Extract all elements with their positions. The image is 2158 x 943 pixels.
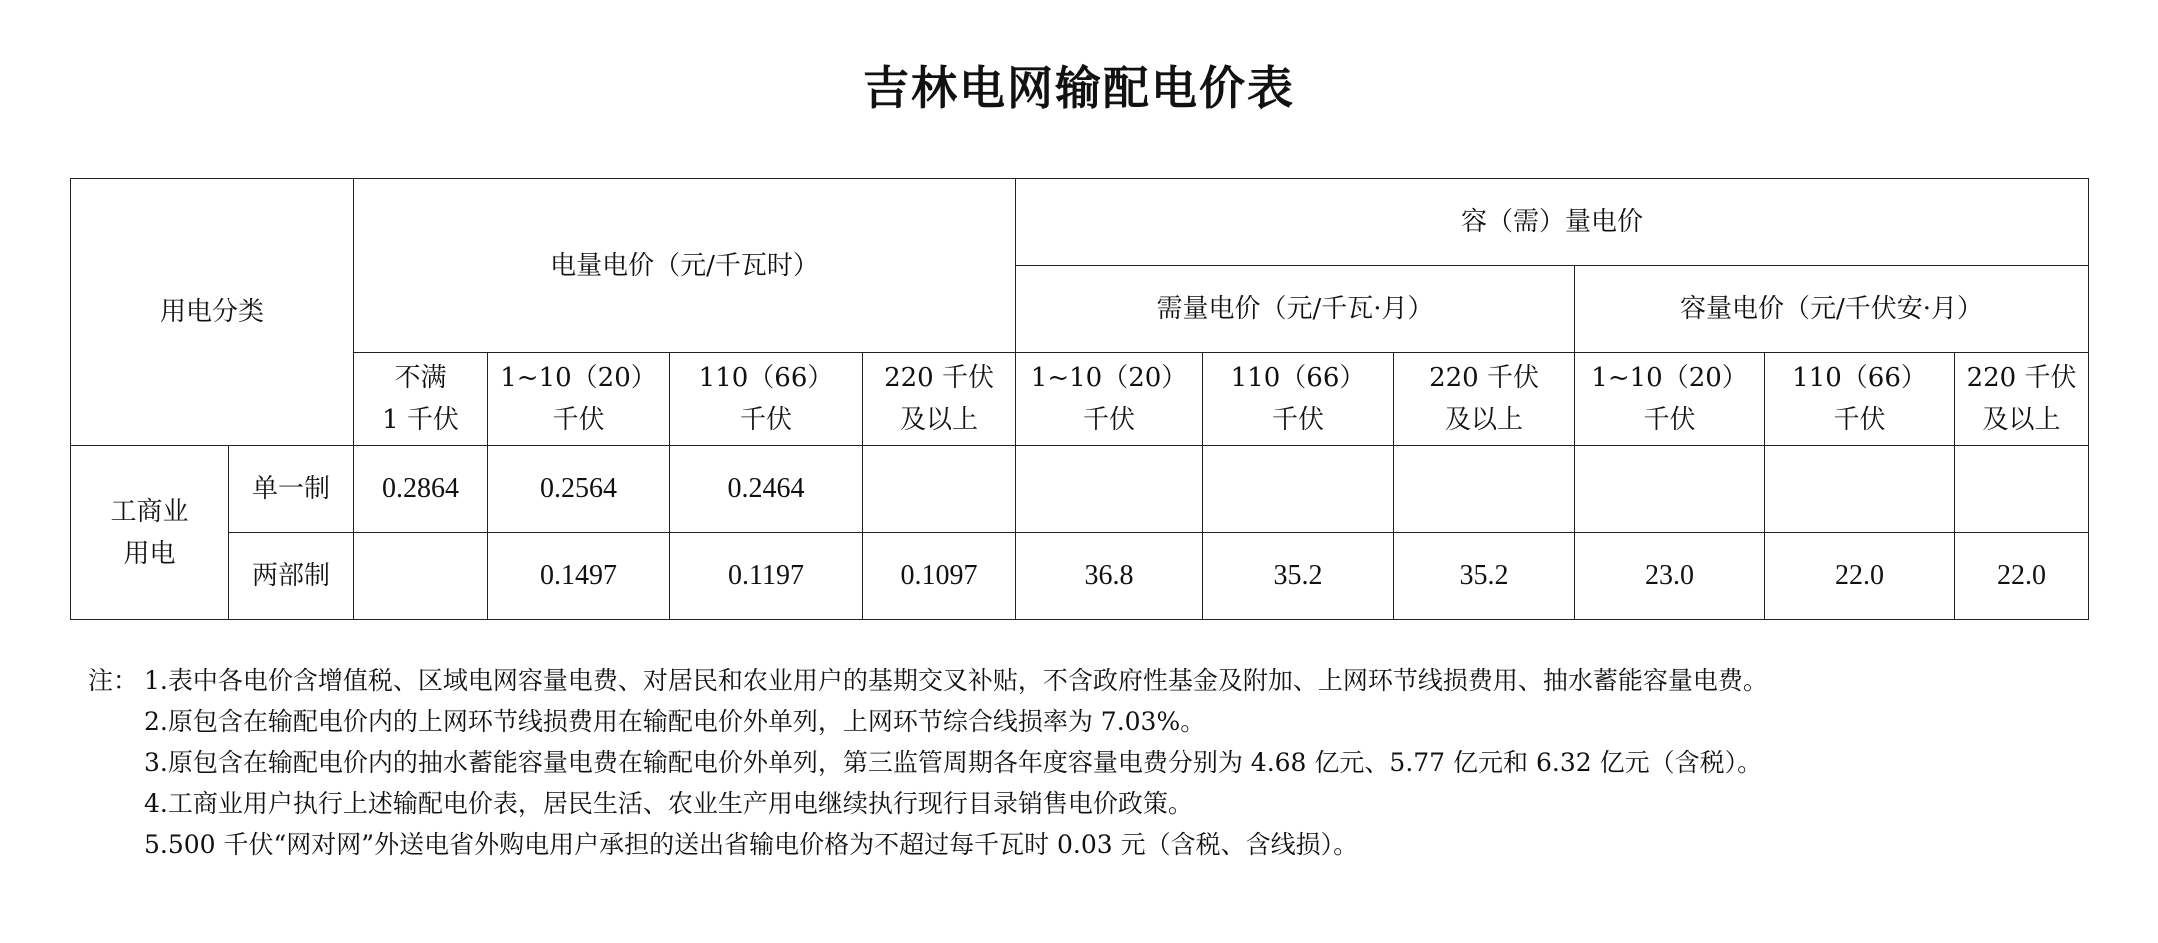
cell bbox=[863, 446, 1016, 533]
cell bbox=[1394, 446, 1575, 533]
cell: 22.0 bbox=[1765, 533, 1955, 620]
capacity-demand-header: 容（需）量电价 bbox=[1016, 179, 2089, 266]
cell: 0.2564 bbox=[488, 446, 670, 533]
category-group-label: 工商业 用电 bbox=[71, 446, 229, 620]
tariff-table bbox=[70, 178, 2089, 620]
cell: 36.8 bbox=[1016, 533, 1203, 620]
voltage-header-capacity-2: 110（66） 千伏 bbox=[1765, 353, 1955, 446]
cell bbox=[1955, 446, 2089, 533]
cell: 0.1097 bbox=[863, 533, 1016, 620]
voltage-header-demand-3: 220 千伏 及以上 bbox=[1394, 353, 1575, 446]
energy-price-header: 电量电价（元/千瓦时） bbox=[354, 179, 1016, 353]
cell bbox=[1016, 446, 1203, 533]
voltage-header-energy-4: 220 千伏 及以上 bbox=[863, 353, 1016, 446]
cell: 0.2864 bbox=[354, 446, 488, 533]
cell bbox=[1765, 446, 1955, 533]
voltage-header-demand-1: 1~10（20） 千伏 bbox=[1016, 353, 1203, 446]
demand-price-header: 需量电价（元/千瓦·月） bbox=[1016, 266, 1575, 353]
notes-section bbox=[88, 660, 2128, 865]
note-item: 4.工商业用户执行上述输配电价表，居民生活、农业生产用电继续执行现行目录销售电价政策。 bbox=[144, 789, 1193, 818]
table-row bbox=[71, 533, 2089, 620]
cell: 22.0 bbox=[1955, 533, 2089, 620]
note-item: 3.原包含在输配电价内的抽水蓄能容量电费在输配电价外单列，第三监管周期各年度容量电费分别为 4.68 亿元、5.77 亿元和 6.32 亿元（含税）。 bbox=[144, 748, 1763, 777]
cell: 35.2 bbox=[1394, 533, 1575, 620]
page-title: 吉林电网输配电价表 bbox=[863, 61, 1295, 115]
category-header: 用电分类 bbox=[71, 179, 354, 446]
voltage-header-demand-2: 110（66） 千伏 bbox=[1203, 353, 1394, 446]
capacity-price-header: 容量电价（元/千伏安·月） bbox=[1575, 266, 2089, 353]
voltage-header-energy-2: 1~10（20） 千伏 bbox=[488, 353, 670, 446]
note-item: 2.原包含在输配电价内的上网环节线损费用在输配电价外单列，上网环节综合线损率为 7.03%。 bbox=[144, 707, 1206, 736]
note-item: 5.500 千伏“网对网”外送电省外购电用户承担的送出省输电价格为不超过每千瓦时 0.03 元（含税、含线损）。 bbox=[144, 830, 1359, 859]
voltage-header-energy-1: 不满 1 千伏 bbox=[354, 353, 488, 446]
cell bbox=[1203, 446, 1394, 533]
cell bbox=[354, 533, 488, 620]
cell: 0.1197 bbox=[670, 533, 863, 620]
note-item: 注： 1.表中各电价含增值税、区域电网容量电费、对居民和农业用户的基期交叉补贴，不含政府性基金及附加、上网环节线损费用、抽水蓄能容量电费。 bbox=[88, 660, 2128, 701]
notes-prefix: 注： bbox=[88, 666, 139, 695]
row-label-two-part: 两部制 bbox=[229, 533, 354, 620]
cell: 0.2464 bbox=[670, 446, 863, 533]
table-row bbox=[71, 446, 2089, 533]
cell: 23.0 bbox=[1575, 533, 1765, 620]
voltage-header-capacity-3: 220 千伏 及以上 bbox=[1955, 353, 2089, 446]
cell bbox=[1575, 446, 1765, 533]
row-label-single: 单一制 bbox=[229, 446, 354, 533]
voltage-header-capacity-1: 1~10（20） 千伏 bbox=[1575, 353, 1765, 446]
cell: 35.2 bbox=[1203, 533, 1394, 620]
cell: 0.1497 bbox=[488, 533, 670, 620]
voltage-header-energy-3: 110（66） 千伏 bbox=[670, 353, 863, 446]
